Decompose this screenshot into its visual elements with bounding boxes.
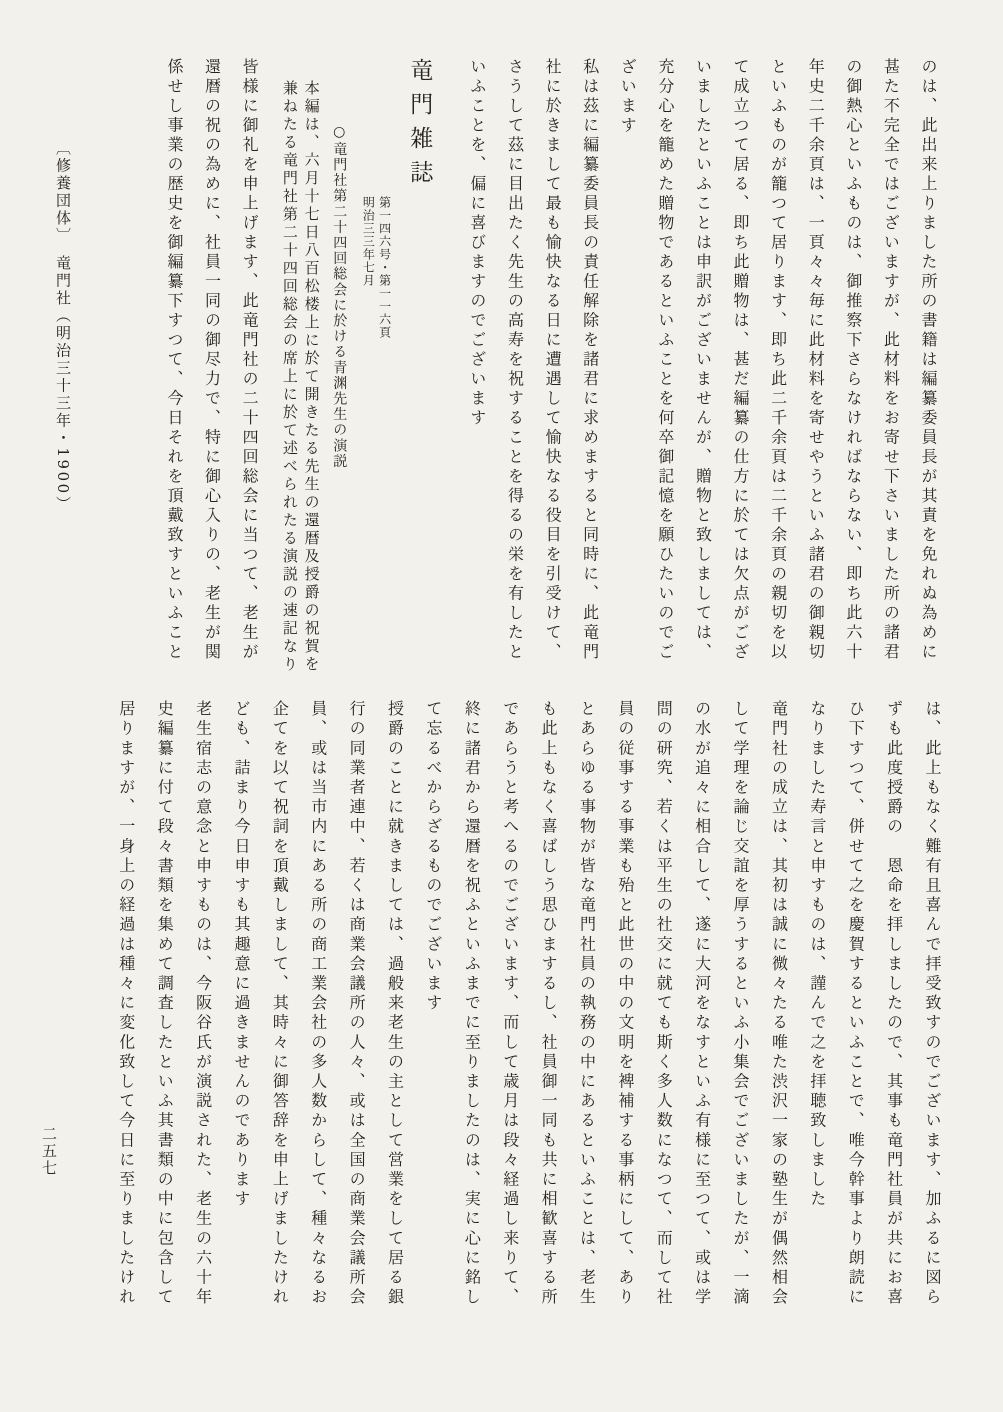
top-text-block bbox=[123, 58, 947, 676]
page-number: 二五七 bbox=[40, 1126, 58, 1177]
editor-note: 本編は、六月十七日八百松楼上に於て開きたる先生の還暦及授爵の祝賀を兼ねたる竜門社第二十四回総会の席上に於て述べられたる演説の速記なり bbox=[280, 80, 321, 674]
paragraph-speech-opening: 皆様に御礼を申上げます、此竜門社の二十四回総会に当つて、老生が還暦の祝の為めに、社員一同の御尽力で、特に御心入りの、老生が関係せし事業の歴史を御編纂下すつて、今日それを頂戴致すといふこと bbox=[164, 58, 260, 663]
paragraph: 老生宿志の意念と申すものは、今阪谷氏が演説された、老生の六十年史編纂に付て段々書類を集めて調査したといふ其書類の中に包含して居りますが、一身上の経過は種々に変化致して今日に至りましたけれ bbox=[116, 700, 213, 1308]
paragraph: 授爵のことに就きましては、過般来老生の主として営業をして居る銀行の同業者連中、若くは商業会議所の人々、或は全国の商業会議所会員、或は当市内にある所の商工業会社の多人数からして、種々なるお企てを以て祝詞を頂戴しまして、其時々に御答辞を申上げましたけれども、詰まり今日申すも其趣意に過きませんのであります bbox=[231, 700, 405, 1308]
journal-title: 竜門雑誌 bbox=[406, 58, 433, 194]
bottom-text-block bbox=[89, 700, 951, 1324]
paragraph: 竜門社の成立は、其初は誠に微々たる唯た渋沢一家の塾生が偶然相会して学理を論じ交誼を厚うするといふ小集会でございましたが、一滴の水が追々に相合して、遂に大河をなすといふ有様に至つて、或は学問の研究、若くは平生の社交に就ても斯く多人数になつて、而して社員の従事する事業も殆と此世の中の文明を裨補する事柄にして、ありとあらゆる事物が皆な竜門社員の執務の中にあるといふことは、老生も此上もなく喜ばしう思ひまするし、社員御一同も共に相歓喜する所であらうと考へるのでございます、而して歳月は段々経過し来りて、終に諸君から還暦を祝ふといふまでに至りましたのは、実に心に銘して忘るべからざるものでございます bbox=[423, 700, 789, 1308]
issue-number: 第一四六号・第一一六頁 bbox=[377, 196, 392, 339]
volume-label: 〔修養団体〕 竜門社（明治三十三年・1900） bbox=[54, 140, 72, 514]
issue-date: 明治三三年七月 bbox=[361, 196, 376, 287]
section-heading: ○竜門社第二十四回総会に於ける青渊先生の演説 bbox=[331, 124, 348, 470]
journal-issue-info bbox=[360, 58, 392, 676]
paragraph-continuation: は、此上もなく難有且喜んで拝受致すのでございます、加ふるに図らずも此度授爵の 恩命を拝しましたので、其事も竜門社員が共にお喜ひ下すつて、併せて之を慶賀するといふことで、唯今幹事より朗読になりました寿言と申すものは、謹んで之を拝聴致しました bbox=[807, 700, 942, 1308]
paragraph: 私は茲に編纂委員長の責任解除を諸君に求めますると同時に、此竜門社に於きまして最も愉快なる日に遭遇して愉快なる役目を引受けて、さうして茲に目出たく先生の高寿を祝することを得るの栄を有したといふことを、偏に喜びますのでございます bbox=[467, 58, 600, 663]
paragraph-continuation: のは、此出来上りました所の書籍は編纂委員長が其責を免れぬ為めに甚た不完全ではございますが、此材料をお寄せ下さいました所の諸君の御熱心といふものは、御推察下さらなければならない、即ち此六十年史二千余頁は、一頁々々毎に此材料を寄せやうといふ諸君の御親切といふものが籠つて居ります、即ち此二千余頁は二千余頁の親切を以て成立つて居る、即ち此贈物は、甚だ編纂の仕方に於ては欠点がございましたといふことは申訳がございませんが、贈物と致しましては、充分心を籠めた贈物であるといふことを何卒御記憶を願ひたいのでございます bbox=[618, 58, 938, 663]
